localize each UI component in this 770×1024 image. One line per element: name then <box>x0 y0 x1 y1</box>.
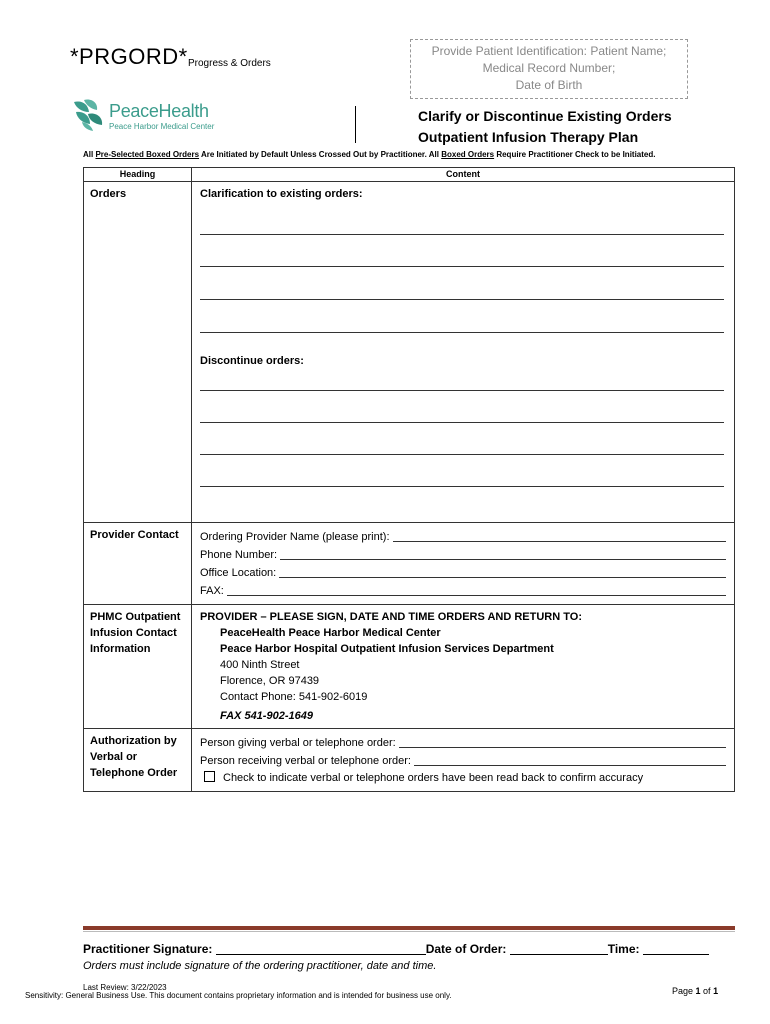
street-address: 400 Ninth Street <box>220 659 300 671</box>
form-title-line2: Outpatient Infusion Therapy Plan <box>418 129 639 145</box>
city-address: Florence, OR 97439 <box>220 675 320 687</box>
notice-text: Are Initiated by Default Unless Crossed Out by Practitioner. All <box>199 150 442 159</box>
office-label: Office Location: <box>200 567 277 579</box>
header-divider <box>355 106 356 143</box>
signature-label: Practitioner Signature: <box>83 942 213 956</box>
person-giving-field[interactable] <box>200 733 726 751</box>
phmc-content <box>192 605 735 729</box>
clarification-line[interactable] <box>200 267 724 300</box>
clarification-line[interactable] <box>200 235 724 267</box>
discontinue-label: Discontinue orders: <box>200 355 304 367</box>
facility-name: PeaceHealth Peace Harbor Medical Center <box>220 627 441 639</box>
fax-label: FAX: <box>200 585 224 597</box>
page-number <box>672 986 718 996</box>
ordering-provider-label: Ordering Provider Name (please print): <box>200 531 390 543</box>
notice-preselected: Pre-Selected Boxed Orders <box>95 150 200 159</box>
provider-contact-content <box>192 523 735 605</box>
time-field[interactable] <box>643 942 709 955</box>
provider-contact-heading: Provider Contact <box>84 523 192 605</box>
discontinue-line[interactable] <box>200 455 724 487</box>
readback-label: Check to indicate verbal or telephone orders have been read back to confirm accuracy <box>223 772 644 784</box>
fax-field[interactable] <box>200 581 726 599</box>
orders-heading: Orders <box>84 182 192 523</box>
orders-table <box>83 167 735 792</box>
signature-line <box>83 942 735 956</box>
phone-label: Phone Number: <box>200 549 278 561</box>
discontinue-line[interactable] <box>200 369 724 391</box>
person-receiving-field[interactable] <box>200 751 726 769</box>
discontinue-line[interactable] <box>200 391 724 423</box>
patient-id-line3: Date of Birth <box>515 78 583 92</box>
contact-phone: Contact Phone: 541-902-6019 <box>220 691 368 703</box>
readback-row <box>200 769 726 787</box>
person-giving-label: Person giving verbal or telephone order: <box>200 737 396 749</box>
footer-bar <box>83 926 735 930</box>
form-subtitle: Progress & Orders <box>188 58 271 69</box>
orders-content <box>192 182 735 523</box>
date-field[interactable] <box>510 942 608 955</box>
ordering-provider-field[interactable] <box>200 527 726 545</box>
readback-checkbox[interactable] <box>204 771 215 782</box>
form-code: *PRGORD* <box>70 44 188 69</box>
clarification-line[interactable] <box>200 220 724 235</box>
form-title-line1: Clarify or Discontinue Existing Orders <box>418 108 672 124</box>
col-content: Content <box>192 168 735 182</box>
phmc-fax: FAX 541-902-1649 <box>220 710 313 722</box>
time-label: Time: <box>607 942 640 956</box>
orders-note: Orders must include signature of the ordering practitioner, date and time. <box>83 960 437 972</box>
col-heading: Heading <box>84 168 192 182</box>
order-notice <box>83 150 655 159</box>
date-label: Date of Order: <box>425 942 507 956</box>
notice-text: Require Practitioner Check to be Initiated. <box>494 150 656 159</box>
authorization-content <box>192 729 735 792</box>
notice-boxed: Boxed Orders <box>441 150 495 159</box>
logo-brand: PeaceHealth <box>109 101 209 121</box>
clarification-line[interactable] <box>200 300 724 333</box>
return-instruction: PROVIDER – PLEASE SIGN, DATE AND TIME ORDERS AND RETURN TO: <box>200 611 582 623</box>
authorization-heading: Authorization by Verbal or Telephone Order <box>84 729 192 792</box>
person-receiving-label: Person receiving verbal or telephone order: <box>200 755 411 767</box>
page-of: of <box>700 986 714 996</box>
clarification-label: Clarification to existing orders: <box>200 188 363 200</box>
office-field[interactable] <box>200 563 726 581</box>
discontinue-line[interactable] <box>200 423 724 455</box>
patient-id-box[interactable] <box>410 39 688 99</box>
page-prefix: Page <box>672 986 696 996</box>
sensitivity-notice: Sensitivity: General Business Use. This document contains proprietary information and is intended for business use only. <box>25 991 452 1000</box>
patient-id-line1: Provide Patient Identification: Patient Name; <box>431 44 667 58</box>
logo-facility: Peace Harbor Medical Center <box>109 122 215 131</box>
footer-bar-shadow <box>83 931 735 932</box>
page-total: 1 <box>713 986 719 996</box>
signature-field[interactable] <box>216 942 426 955</box>
patient-id-line2: Medical Record Number; <box>482 61 616 75</box>
phmc-heading: PHMC Outpatient Infusion Contact Information <box>84 605 192 729</box>
notice-text: All <box>83 150 96 159</box>
phone-field[interactable] <box>200 545 726 563</box>
last-review: Last Review: 3/22/2023 <box>83 983 167 992</box>
department-name: Peace Harbor Hospital Outpatient Infusion Services Department <box>220 643 554 655</box>
leaf-logo-icon <box>72 98 108 132</box>
page-current: 1 <box>695 986 701 996</box>
peacehealth-logo <box>72 98 222 134</box>
